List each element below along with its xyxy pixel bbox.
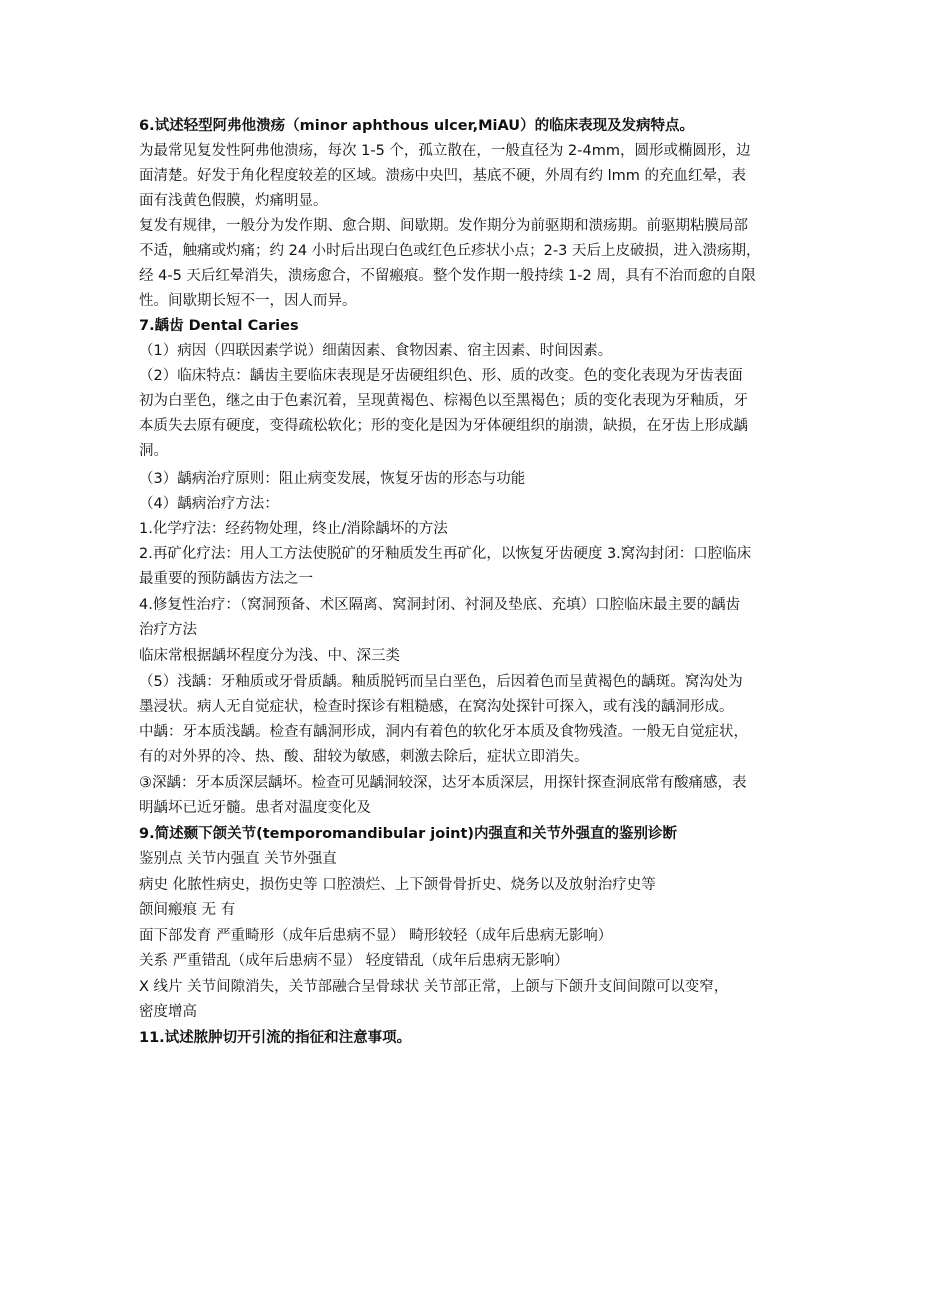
text-line: 墨浸状。病人无自觉症状，检查时探诊有粗糙感，在窝沟处探针可探入，或有浅的龋洞形成。	[139, 699, 734, 715]
heading-q11: 11.试述脓肿切开引流的指征和注意事项。	[139, 1030, 412, 1046]
text-line: 本质失去原有硬度，变得疏松软化；形的变化是因为牙体硬组织的崩溃，缺损，在牙齿上形成龋	[139, 418, 748, 434]
table-row: 密度增高	[139, 1004, 197, 1020]
table-row: 鉴别点 关节内强直 关节外强直	[139, 851, 337, 867]
text-line: （1）病因（四联因素学说）细菌因素、食物因素、宿主因素、时间因素。	[139, 343, 613, 359]
heading-q6: 6.试述轻型阿弗他溃疡（minor aphthous ulcer,MiAU）的临床表现及发病特点。	[139, 118, 695, 134]
table-row: 关系 严重错乱（成年后患病不显） 轻度错乱（成年后患病无影响）	[139, 953, 569, 969]
text-line: ③深龋：牙本质深层龋坏。检查可见龋洞较深，达牙本质深层，用探针探查洞底常有酸痛感，表	[139, 775, 747, 791]
text-line: 2.再矿化疗法：用人工方法使脱矿的牙釉质发生再矿化，以恢复牙齿硬度 3.窝沟封闭：口腔临床	[139, 546, 752, 562]
table-row: X 线片 关节间隙消失，关节部融合呈骨球状 关节部正常，上颌与下颌升支间间隙可以变窄，	[139, 979, 729, 995]
text-line: （3）龋病治疗原则：阻止病变发展，恢复牙齿的形态与功能	[139, 471, 526, 487]
table-row: 面下部发育 严重畸形（成年后患病不显） 畸形较轻（成年后患病无影响）	[139, 928, 613, 944]
heading-q7: 7.龋齿 Dental Caries	[139, 318, 299, 334]
text-line: （2）临床特点：龋齿主要临床表现是牙齿硬组织色、形、质的改变。色的变化表现为牙齿表面	[139, 368, 743, 384]
text-line: （4）龋病治疗方法：	[139, 496, 279, 512]
text-line: 性。间歇期长短不一，因人而异。	[139, 293, 357, 309]
text-line: 有的对外界的冷、热、酸、甜较为敏感，刺激去除后，症状立即消失。	[139, 749, 589, 765]
text-line: 临床常根据龋坏程度分为浅、中、深三类	[139, 648, 400, 664]
text-line: 不适，触痛或灼痛；约 24 小时后出现白色或红色丘疹状小点；2-3 天后上皮破损，进入溃疡期，	[139, 243, 761, 259]
table-row: 颌间瘢痕 无 有	[139, 902, 236, 918]
text-line: （5）浅龋：牙釉质或牙骨质龋。釉质脱钙而呈白垩色，后因着色而呈黄褐色的龋斑。窝沟处为	[139, 674, 743, 690]
heading-q9: 9.简述颞下颌关节(temporomandibular joint)内强直和关节外强直的鉴别诊断	[139, 826, 678, 842]
text-line: 面有浅黄色假膜，灼痛明显。	[139, 193, 328, 209]
text-line: 明龋坏已近牙髓。患者对温度变化及	[139, 800, 371, 816]
text-line: 最重要的预防龋齿方法之一	[139, 571, 313, 587]
text-line: 洞。	[139, 443, 168, 459]
text-line: 中龋：牙本质浅龋。检查有龋洞形成，洞内有着色的软化牙本质及食物残渣。一般无自觉症状，	[139, 724, 748, 740]
text-line: 经 4-5 天后红晕消失，溃疡愈合，不留瘢痕。整个发作期一般持续 1-2 周，具有不治而愈的自限	[139, 268, 756, 284]
text-line: 复发有规律，一般分为发作期、愈合期、间歇期。发作期分为前驱期和溃疡期。前驱期粘膜局部	[139, 218, 748, 234]
text-line: 为最常见复发性阿弗他溃疡，每次 1-5 个，孤立散在，一般直径为 2-4mm，圆形或椭圆形，边	[139, 143, 751, 159]
table-row: 病史 化脓性病史，损伤史等 口腔溃烂、上下颌骨骨折史、烧务以及放射治疗史等	[139, 877, 656, 893]
text-line: 面清楚。好发于角化程度较差的区域。溃疡中央凹，基底不硬，外周有约 lmm 的充血红晕，表	[139, 168, 746, 184]
text-line: 1.化学疗法：经药物处理，终止/消除龋坏的方法	[139, 521, 448, 537]
text-line: 治疗方法	[139, 622, 197, 638]
text-line: 初为白垩色，继之由于色素沉着，呈现黄褐色、棕褐色以至黑褐色；质的变化表现为牙釉质，牙	[139, 393, 748, 409]
text-line: 4.修复性治疗：（窝洞预备、术区隔离、窝洞封闭、衬洞及垫底、充填）口腔临床最主要的龋齿	[139, 597, 741, 613]
